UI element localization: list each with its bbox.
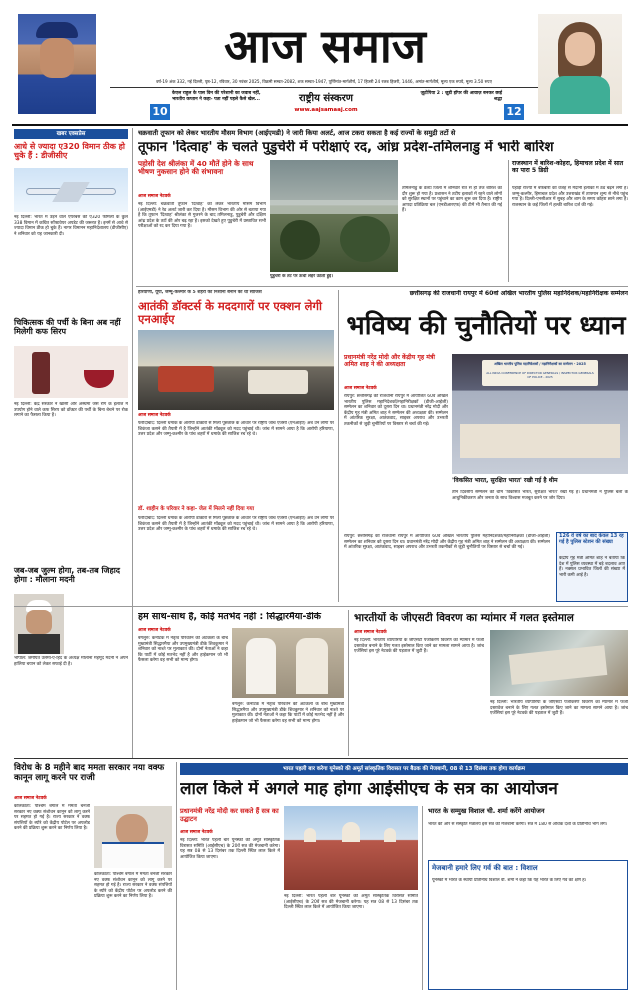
karnataka-photo: [232, 628, 344, 698]
myanmar-photo: [490, 630, 628, 696]
brief-2-title: चिकित्सक की पर्ची के बिना अब नहीं मिलेगी कफ सिरप: [14, 318, 121, 337]
brief-1-title: आधे से ज्यादा ए320 विमान ठीक हो चुके हैं : डीजीसीए: [14, 142, 125, 161]
vishal-title: भारत के सम्मुख विशाल ची. शर्मा करेंगे आयोजन: [428, 807, 545, 815]
left-teaser-text[interactable]: केएल राहुल के पास विन की परेशानी का जवाब नहीं, भारतीय कप्तान ने कहा- पता नहीं पहले कैसे खेल...: [172, 91, 261, 102]
lead-kicker: चक्रवाती तूफान को लेकर भारतीय मौसम विभाग (आईएमडी) ने जारी किया अलर्ट, आज टकरा सकता है कई राज्यों के समुद्री तटों से: [138, 129, 456, 137]
waqf-body: कोलकाता: पश्चिम बंगाल में ममता बनर्जी सरकार नए वक्फ संशोधन कानून को लागू करने पर सहमत हो गई है। राज्य सरकार ने वक्फ संपत्तियों के ब्योरे को केंद्रीय पोर्टल पर अपलोड करने की प्रक्रिया शुरू करने का निर्णय लिया है।: [14, 804, 90, 832]
redfort-headline[interactable]: लाल किले में अगले माह होगा आईसीएच के सत्र का आयोजन: [180, 780, 558, 799]
lead-body-1: नई दिल्ली: चक्रवाती तूफान 'दित्वाह' को लेकर भारतीय मौसम विभाग (आईएमडी) ने रेड अलर्ट जारी कर दिया है। मौसम विभाग की ओर से बताया गया है कि तूफान 'दित्वाह' श्रीलंका से गुजरने के बाद तमिलनाडु, पुडुचेरी और दक्षिण आंध्र प्रदेश के तटों की ओर बढ़ रहा है। इसको देखते हुए पुडुचेरी में प्रस्तावित सभी परीक्षाओं को रद कर दिया गया है।: [138, 202, 266, 230]
terror-body: फरीदाबाद: दिल्ली धमाके के आरोपी डॉक्टरों से मिली पूछताछ के आधार पर राष्ट्रीय जांच एजेंसी (एनआईए) अब उन लोगों पर शिकंजा कसने की तैयारी में है जिन्होंने आतंकी मॉड्यूल को मदद पहुंचाई थी। जांच में सामने आया है कि आरोपी हरियाणा, उत्तर प्रदेश और जम्मू-कश्मीर के पांच शहरों में धमाके की साजिश रच रहे थे।: [138, 421, 334, 438]
myanmar-headline[interactable]: भारतीयों के जीएसटी विवरण का म्यांमार में गलत इस्तेमाल: [354, 612, 574, 624]
right-teaser-text[interactable]: ज़ूटोपिया 2 : ज़ूडी हॉपर की आवाज़ बनकर छाई श्रद्धा: [420, 91, 502, 102]
redfort-sub: प्रधानमंत्री नरेंद्र मोदी कर सकते हैं सत्र का उद्घाटन: [180, 807, 279, 823]
right-teaser-page[interactable]: 12: [504, 104, 524, 120]
redfort-body-continued: नई दिल्ली: भारत पहली बार यूनेस्को की अमूर्त सांस्कृतिक विरासत समिति (आईसीएच) के 20वें सत्र की मेजबानी करेगा। यह सत्र 08 से 13 दिसंबर तक दिल्ली स्थित लाल किले में आयोजित किया जाएगा।: [284, 894, 418, 911]
conference-byline: आज समाज नेटवर्क: [344, 386, 377, 391]
redfort-body: नई दिल्ली: भारत पहली बार यूनेस्को की अमूर्त सांस्कृतिक विरासत समिति (आईसीएच) के 20वें सत्र की मेजबानी करेगा। यह सत्र 08 से 13 दिसंबर तक दिल्ली स्थित लाल किले में आयोजित किया जाएगा।: [180, 838, 280, 860]
aircraft-photo: [14, 168, 128, 212]
waqf-byline: आज समाज नेटवर्क: [14, 796, 47, 801]
madani-photo: [14, 594, 64, 654]
conference-sub: प्रधानमंत्री नरेंद्र मोदी और केंद्रीय गृह मंत्री अमित शाह ने की अध्यक्षता: [344, 354, 436, 369]
terror-headline[interactable]: आतंकी डॉक्टर्स के मददगारों पर एक्शन लेगी एनआईए: [138, 299, 322, 327]
lead-photo-caption: पुडुचेरी के तट पर ऊंची लहरें उठती हुई।: [270, 274, 333, 279]
conference-body-continued: रायपुर: छत्तीसगढ़ की राजधानी रायपुर में आयोजित 60वें अखिल भारतीय पुलिस महानिदेशकों/महानिरीक्षकों (डीजी-आईजी) सम्मेलन का शनिवार को दूसरा दिन था। प्रधानमंत्री नरेंद्र मोदी और केंद्रीय गृह मंत्री अमित शाह ने सम्मेलन की अध्यक्षता की। सम्मेलन में आंतरिक सुरक्षा, आतंकवाद, साइबर अपराध और उभरती तकनीकों से जुड़ी चुनौतियों पर विस्तार से चर्चा की गई।: [344, 534, 550, 551]
quote-headline: 'विकसित भारत, सुरक्षित भारत' रखी गई है थीम: [452, 477, 558, 484]
redfort-photo: [284, 806, 418, 890]
karnataka-body-continued: बेंगलुरु: कर्नाटक में नेतृत्व परिवर्तन की अटकलों के बीच मुख्यमंत्री सिद्धारमैया और उपमुख्यमंत्री डीके शिवकुमार ने शनिवार को नाश्ते पर मुलाकात की। दोनों नेताओं ने कहा कि पार्टी में कोई मतभेद नहीं है और हाईकमान जो भी फैसला करेगा वह सभी को मान्य होगा।: [232, 702, 344, 724]
masthead-title: आज समाज: [224, 19, 426, 73]
mamata-photo: [94, 806, 172, 868]
myanmar-byline: आज समाज नेटवर्क: [354, 630, 387, 635]
lead-body-2: तमिलनाडु के डेल्टा जिलों में शनिवार रात से ही तेज बारिश का दौर शुरू हो गया है। प्रशासन ने तटीय इलाकों में रहने वाले लोगों को सुरक्षित स्थानों पर पहुंचाने का काम शुरू कर दिया है। राष्ट्रीय आपदा प्रतिक्रिया बल (एनडीआरएफ) की टीमें भी तैनात की गई हैं।: [402, 186, 502, 214]
vishal-body: भारत की ओर से संस्कृति मंत्रालय इस सत्र की मेजबानी करेगा। सत्र में 180 से अधिक देशों के प्रतिनिधि भाग लेंगे।: [428, 822, 608, 827]
terror-sub: डॉ. शाहीन के परिवार ने कहा- जेल में मिलने नहीं दिया गया: [138, 506, 255, 512]
brief-3-title: जब-जब जुल्म होगा, तब-तब जिहाद होगा : मौलाना मदनी: [14, 566, 121, 585]
side-box-title: 126 वें वर्ष का बाद केवल 13 रह गई है पुलिस स्टेशन की संख्या: [559, 533, 624, 545]
terror-body-continued: फरीदाबाद: दिल्ली धमाके के आरोपी डॉक्टरों से मिली पूछताछ के आधार पर राष्ट्रीय जांच एजेंसी (एनआईए) अब उन लोगों पर शिकंजा कसने की तैयारी में है जिन्होंने आतंकी मॉड्यूल को मदद पहुंचाई थी। जांच में सामने आया है कि आरोपी हरियाणा, उत्तर प्रदेश और जम्मू-कश्मीर के पांच शहरों में धमाके की साजिश रच रहे थे।: [138, 516, 334, 533]
waqf-headline[interactable]: विरोध के 8 महीने बाद ममता सरकार नया वक्फ कानून लागू करने पर राजी: [14, 763, 165, 783]
conference-headline[interactable]: भविष्य की चुनौतियों पर ध्यान: [346, 311, 626, 341]
waqf-body-continued: कोलकाता: पश्चिम बंगाल में ममता बनर्जी सरकार नए वक्फ संशोधन कानून को लागू करने पर सहमत हो गई है। राज्य सरकार ने वक्फ संपत्तियों के ब्योरे को केंद्रीय पोर्टल पर अपलोड करने की प्रक्रिया शुरू करने का निर्णय लिया है।: [94, 872, 172, 900]
website[interactable]: www.aajsamaaj.com: [294, 107, 358, 113]
rain-title: राजस्थान में बारिश-कोहरा, हिमाचल प्रदेश में सात का पारा 5 डिग्री: [512, 160, 624, 175]
karnataka-body: बेंगलुरु: कर्नाटक में नेतृत्व परिवर्तन की अटकलों के बीच मुख्यमंत्री सिद्धारमैया और उपमुख्यमंत्री डीके शिवकुमार ने शनिवार को नाश्ते पर मुलाकात की। दोनों नेताओं ने कहा कि पार्टी में कोई मतभेद नहीं है और हाईकमान जो भी फैसला करेगा वह सभी को मान्य होगा।: [138, 636, 228, 664]
myanmar-body: नई दिल्ली: भारतीय व्यापारियों के जीएसटी पंजीकरण विवरण का म्यांमार में फर्जी दस्तावेज बनाने के लिए गलत इस्तेमाल किए जाने का मामला सामने आया है। जांच एजेंसियां इस पूरे नेटवर्क की पड़ताल में जुटी हैं।: [354, 638, 484, 655]
blast-photo: [138, 330, 334, 410]
myanmar-body-continued: नई दिल्ली: भारतीय व्यापारियों के जीएसटी पंजीकरण विवरण का म्यांमार में फर्जी दस्तावेज बनाने के लिए गलत इस्तेमाल किए जाने का मामला सामने आया है। जांच एजेंसियां इस पूरे नेटवर्क की पड़ताल में जुटी हैं।: [490, 700, 628, 717]
conference-body: रायपुर: छत्तीसगढ़ की राजधानी रायपुर में आयोजित 60वें अखिल भारतीय पुलिस महानिदेशकों/महानिरीक्षकों (डीजी-आईजी) सम्मेलन का शनिवार को दूसरा दिन था। प्रधानमंत्री नरेंद्र मोदी और केंद्रीय गृह मंत्री अमित शाह ने सम्मेलन की अध्यक्षता की। सम्मेलन में आंतरिक सुरक्षा, आतंकवाद, साइबर अपराध और उभरती तकनीकों से जुड़ी चुनौतियों पर विस्तार से चर्चा की गई।: [344, 394, 448, 427]
lead-subheadline: पहोसी देश श्रीलंका में 40 मौतें होने के साथ भीषण नुकसान होने की संभावना: [138, 159, 254, 177]
stage-banner: अखिल भारतीय पुलिस महानिदेशकों / महानिरीक्षकों का सम्मेलन - 2025: [494, 362, 586, 366]
redfort-kicker: भारत पहली बार करेगा यूनेस्को की अमूर्त सांस्कृतिक विरासत पर बैठक की मेजबानी, 08 से 13 दिसंबर तक होगा कार्यक्रम: [180, 763, 628, 775]
brief-1-body: नई दिल्ली: भारत में उड़ने वाले एयरबस की ए320 फैमिली के कुल 338 विमान में कथित सॉफ्टवेयर अपडेट की जरूरत है। इनमें से आधे से ज्यादा विमान ठीक हो चुके हैं। नागर विमानन महानिदेशालय (डीजीसीए) ने शनिवार को यह जानकारी दी।: [14, 215, 128, 237]
brief-2-body: नई दिल्ली: केंद्र सरकार ने खांसी और अस्थमा जैसे रोग के इलाज में उपयोग होने वाले कफ सिरप को डॉक्टर की पर्ची के बिना बेचने पर रोक लगाने का फैसला किया है।: [14, 402, 128, 419]
syrup-photo: [14, 346, 128, 398]
actress-photo: [538, 14, 622, 114]
terror-byline: आज समाज नेटवर्क: [138, 413, 171, 418]
vishal-box-title: मेजबानी हमारे लिए गर्व की बात : विशाल: [432, 864, 538, 872]
conference-kicker: छत्तीसगढ़ की राजधानी रायपुर में 60वां अखिल भारतीय पुलिस महानिदेशक/महानिरीक्षक सम्मेलन: [409, 290, 628, 297]
dateline: वर्ष-19 अंक 332, नई दिल्ली, पृष्ठ-12, रविवार, 30 नवंबर 2025, विक्रमी सम्वत-2082, शक सम्वत-1947, पूर्णिमांत-मार्गशीर्ष, 17 हिजरी 24 रजब हिजरी, 1446, अमांत-मार्गशीर्ष, मूल्य एक रुपये, मूल्य 3.50 रुपए: [156, 79, 492, 84]
terror-kicker: हरियाणा, यूपी, जम्मू-कश्मीर के 5 शहरों को निशाना बनाने की थी साजिश: [138, 290, 262, 295]
side-box-body: केंद्रीय गृह मंत्री अमित शाह ने बताया कि देश में पुलिस व्यवस्था में बड़े बदलाव आए हैं। नक्सल प्रभावित जिलों की संख्या में भारी कमी आई है।: [559, 556, 625, 578]
vishal-box-body: यूनेस्को में भारत के स्थायी प्रतिनिधि विशाल वी. शर्मा ने कहा कि यह भारत के लिए गर्व का क्षण है।: [432, 878, 587, 883]
quote-body: तीन दिवसीय सम्मेलन की थीम 'विकसित भारत, सुरक्षित भारत' रखी गई है। प्रधानमंत्री ने पुलिस बलों के आधुनिकीकरण और जनता के साथ विश्वास मजबूत करने पर जोर दिया।: [452, 490, 628, 501]
left-teaser-page[interactable]: 10: [150, 104, 170, 120]
brief-section-label: खबर एक्सप्रेस: [14, 129, 128, 139]
cricketer-photo: [18, 14, 96, 114]
stage-banner-english: ALL INDIA CONFERENCE OF DIRECTOR GENERALS / INSPECTOR GENERALS OF POLICE - 2025: [486, 371, 594, 379]
karnataka-byline: आज समाज नेटवर्क: [138, 628, 171, 633]
brief-3-body: भोपाल: जमीयत उलेमा-ए-हिंद के अध्यक्ष मौलाना महमूद मदनी ने अपने हालिया बयान को लेकर सफाई दी है।: [14, 656, 128, 667]
lead-byline: आज समाज नेटवर्क: [138, 194, 171, 199]
storm-photo: [270, 160, 398, 272]
edition-label: राष्ट्रीय संस्करण: [298, 93, 354, 104]
rain-body: पहाड़ी राज्यों में बर्फबारी की वजह से मैदानी इलाकों में ठंड बढ़ने लगी है। जम्मू-कश्मीर, हिमाचल प्रदेश और उत्तराखंड में तापमान शून्य से नीचे पहुंच गया है। दिल्ली-एनसीआर में सुबह और शाम के समय कोहरा छाने लगा है। राजस्थान के कई जिलों में हल्की बारिश दर्ज की गई।: [512, 186, 628, 208]
karnataka-headline[interactable]: हम साथ-साथ हैं, कोई मतभेद नहीं : सिद्धारमैया-डीके: [138, 612, 322, 622]
redfort-byline: आज समाज नेटवर्क: [180, 830, 213, 835]
lead-headline[interactable]: तूफान 'दित्वाह' के चलते पुडुचेरी में परीक्षाएं रद, आंध्र प्रदेश-तमिलनाडु में भारी बारिश: [138, 140, 554, 155]
